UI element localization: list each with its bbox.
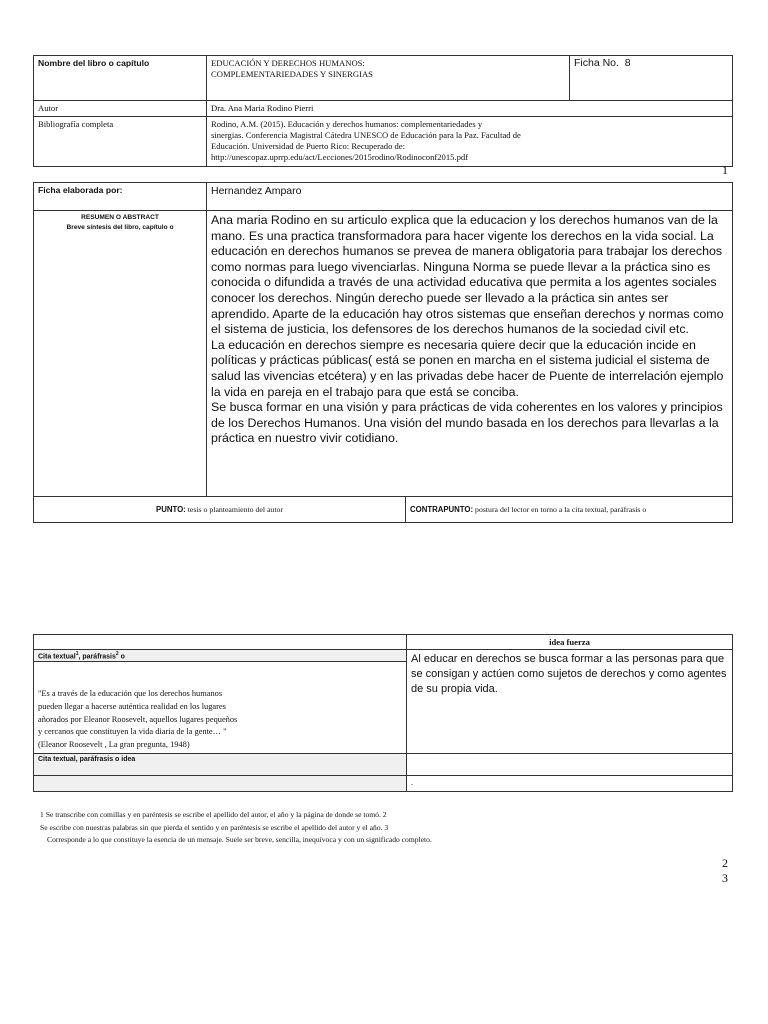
nombre-libro-label: Nombre del libro o capítulo [34, 56, 207, 101]
ficha-no-value: 8 [624, 57, 631, 69]
elaborada-label: Ficha elaborada por: [34, 183, 207, 211]
bibliografia-line: Rodino, A.M. (2015). Educación y derechos humanos: complementariedades y [211, 119, 483, 129]
resumen-label-cell [34, 211, 207, 497]
bibliografia-line: sinergias. Conferencia Magistral Cátedra UNESCO de Educación para la Paz. Facultad de [211, 130, 521, 140]
cita-sup-1: 1 [75, 651, 79, 657]
titulo-line-1: EDUCACIÓN Y DERECHOS HUMANOS: [211, 58, 365, 68]
quote-line: pueden llegar a hacerse auténtica realidad en los lugares [38, 701, 226, 711]
footnote-2: Se escribe con nuestras palabras sin que pierda el sentido y en paréntesis se escribe el apellido del autor y el año. 3 [40, 822, 389, 832]
autor-value: Dra. Ana Maria Rodino Pierri [207, 101, 733, 117]
page-number: 3 [722, 871, 728, 885]
resumen-sub: Breve síntesis del libro, capítulo o [66, 224, 174, 231]
cita-cell [34, 650, 407, 754]
abstract-paragraph: La educación en derechos siempre es necesaria quiere decir que la educación incide en políticas y prácticas públicas( está se ponen en marcha en el sistema judicial el sistema de salud las vivencias etcétera) y en las privadas debe hacer de Puente de interrelación ejemplo la vida en pareja en el trabajo para que está se conciba. [211, 337, 724, 399]
contrapunto-cell [406, 497, 733, 523]
punto-text: tesis o planteamiento del autor [185, 505, 283, 514]
punto-label: PUNTO: [156, 505, 186, 514]
footnotes [40, 809, 740, 847]
abstract-paragraph: Se busca formar en una visión y para prácticas de vida coherentes en los valores y principios de los Derechos Humanos. Una visión del mundo basada en los derechos para llevarlas a la práctica en nuestro vivir cotidiano. [211, 400, 723, 446]
resumen-label: RESUMEN O ABSTRACT [81, 214, 159, 221]
footnote-3: Corresponde a lo que constituye la esencia de un mensaje. Suele ser breve, sencilla, inequívoca y con un significado completo. [47, 835, 432, 844]
quote-line: "Es a través de la educación que los derechos humanos [38, 689, 223, 699]
footnote-1: 1 Se transcribe con comillas y en paréntesis se escribe el apellido del autor, el año y la página de donde se tomó. 2 [40, 810, 387, 819]
empty-cell [34, 776, 407, 792]
cita-label-text: Cita textual [38, 653, 76, 661]
abstract-paragraph: Ana maria Rodino en su articulo explica que la educacion y los derechos humanos van de la mano. Es una practica transformadora para hacer vigente los derechos en la vida social. La educación en derechos humanos se prevea de manera obligatoria para trabajar los derechos como normas para luego vivenciarlas. Ninguna Norma se puede llevar a la práctica sino es conocida o difundida a través de una actividad educativa que permita a los agentes sociales conocer los derechos. Ningún derecho puede ser llevado a la práctica sin antes ser aprendido. Aparte de la educación hay otros sistemas que enseñan derechos y normas como el sistema de justicia, los defensores de los derechos humanos de la sociedad civil etc. [211, 213, 724, 337]
idea-fuerza-text: Al educar en derechos se busca formar a las personas para que se consigan y actúen como sujetos de derechos y como agentes de su propia vida. [407, 650, 733, 754]
elaborada-value: Hernandez Amparo [207, 183, 733, 211]
contrapunto-label: CONTRAPUNTO: [410, 505, 474, 514]
empty-cell [34, 635, 407, 650]
idea-fuerza-label: idea fuerza [407, 635, 733, 650]
page-number: 1 [722, 163, 728, 177]
cita-label [34, 650, 406, 662]
abstract-text [207, 211, 733, 497]
empty-cell [407, 754, 733, 776]
cita-sup-2: 2 [115, 651, 119, 657]
contrapunto-text: postura del lector en torno a la cita textual, paráfrasis o [473, 505, 647, 514]
bibliografia-line: Educación. Universidad de Puerto Rico: Recuperado de: [211, 141, 406, 151]
page-number: 2 [722, 856, 728, 870]
cita-label-mid: , paráfrasis [78, 653, 116, 661]
quote-line: y cercanos que constituyen la vida diaria de la gente… " [38, 727, 227, 737]
quote-line: (Eleanor Roosevelt , La gran pregunta, 1948) [38, 739, 190, 749]
cita-label-end: o [118, 653, 125, 661]
titulo-line-2: COMPLEMENTARIEDADES Y SINERGIAS [211, 69, 373, 79]
ficha-header-table [33, 55, 733, 167]
ficha-resumen-table [33, 182, 733, 523]
titulo-libro [207, 56, 570, 101]
cita-label-2: Cita textual, paráfrasis o idea [34, 754, 407, 776]
dot-cell: . [407, 776, 733, 792]
bibliografia-label: Bibliografía completa [34, 117, 207, 167]
bibliografia-value [207, 117, 733, 167]
punto-cell [34, 497, 406, 523]
quote-block [34, 662, 406, 753]
ficha-no-label: Ficha No. [574, 57, 619, 69]
autor-label: Autor [34, 101, 207, 117]
quote-line: añorados por Eleanor Roosevelt, aquellos lugares pequeños [38, 714, 238, 724]
bibliografia-link[interactable]: http://unescopaz.uprrp.edu/act/Lecciones/2015rodino/Rodinoconf2015.pdf [211, 152, 469, 162]
ficha-no-cell [570, 56, 733, 101]
ficha-cita-table [33, 634, 733, 792]
